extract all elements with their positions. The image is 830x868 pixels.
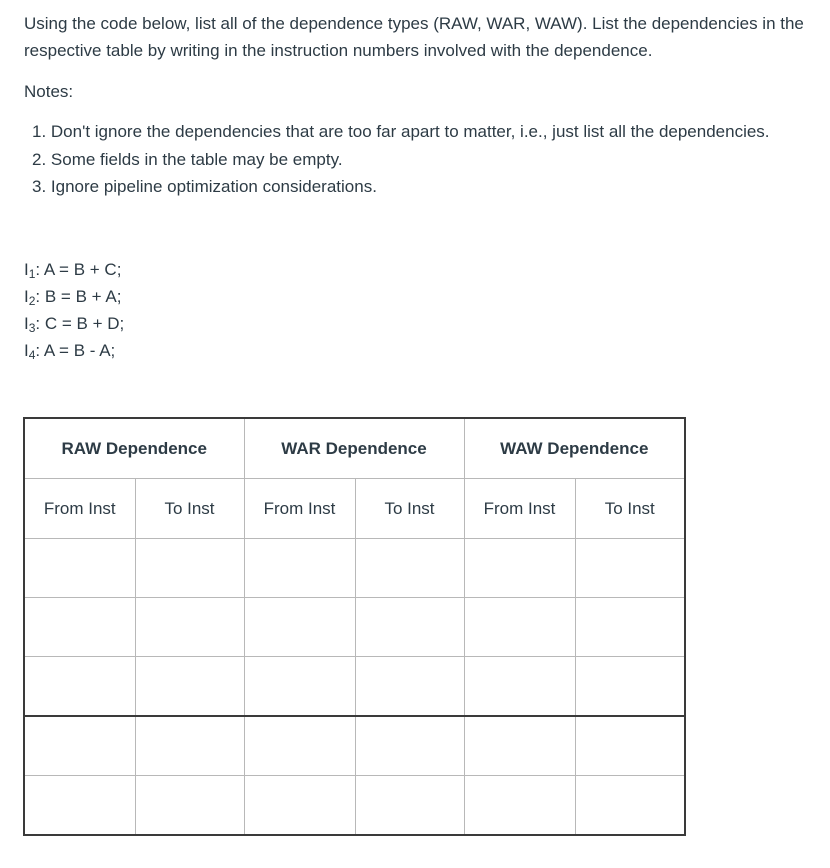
table-cell bbox=[575, 539, 685, 598]
table-row bbox=[24, 598, 685, 657]
table-row bbox=[24, 539, 685, 598]
table-cell bbox=[24, 598, 135, 657]
table-cell bbox=[355, 598, 464, 657]
inst-number: 3 bbox=[28, 321, 36, 335]
note-item: 2. Some fields in the table may be empty. bbox=[32, 149, 343, 169]
table-cell bbox=[244, 657, 355, 717]
table-row bbox=[24, 716, 685, 776]
group-header-row bbox=[24, 418, 685, 479]
raw-to-inst-header: To Inst bbox=[135, 479, 244, 539]
code-line-2 bbox=[24, 283, 124, 310]
raw-from-inst-header: From Inst bbox=[24, 479, 135, 539]
inst-prefix: I bbox=[24, 260, 29, 279]
table-cell bbox=[24, 776, 135, 836]
raw-dependence-header: RAW Dependence bbox=[24, 418, 244, 479]
table-cell bbox=[464, 716, 575, 776]
table-cell bbox=[575, 657, 685, 717]
inst-number: 1 bbox=[28, 267, 36, 281]
table-cell bbox=[464, 539, 575, 598]
table-cell bbox=[244, 539, 355, 598]
table-cell bbox=[355, 539, 464, 598]
table-row bbox=[24, 657, 685, 717]
table-cell bbox=[355, 657, 464, 717]
inst-body: : A = B + C; bbox=[35, 260, 122, 279]
note-item: 1. Don't ignore the dependencies that are too far apart to matter, i.e., just list all the dependencies. bbox=[32, 122, 770, 141]
table-row bbox=[24, 776, 685, 836]
table-cell bbox=[24, 716, 135, 776]
table-cell bbox=[244, 598, 355, 657]
table-cell bbox=[135, 716, 244, 776]
war-from-inst-header: From Inst bbox=[244, 479, 355, 539]
waw-to-inst-header: To Inst bbox=[575, 479, 685, 539]
table-cell bbox=[464, 776, 575, 836]
war-to-inst-header: To Inst bbox=[355, 479, 464, 539]
table-cell bbox=[355, 776, 464, 836]
code-line-4 bbox=[24, 337, 124, 364]
inst-body: : A = B - A; bbox=[35, 341, 116, 360]
sub-header-row bbox=[24, 479, 685, 539]
inst-number: 4 bbox=[28, 348, 36, 362]
waw-dependence-header: WAW Dependence bbox=[464, 418, 685, 479]
inst-body: : B = B + A; bbox=[35, 287, 122, 306]
table-cell bbox=[575, 776, 685, 836]
inst-prefix: I bbox=[24, 287, 29, 306]
inst-number: 2 bbox=[28, 294, 36, 308]
code-line-1 bbox=[24, 256, 124, 283]
inst-prefix: I bbox=[24, 341, 29, 360]
table-cell bbox=[135, 657, 244, 717]
code-line-3 bbox=[24, 310, 124, 337]
table-cell bbox=[135, 539, 244, 598]
table-cell bbox=[464, 598, 575, 657]
inst-prefix: I bbox=[24, 314, 29, 333]
notes-label: Notes: bbox=[24, 82, 74, 101]
table-cell bbox=[244, 716, 355, 776]
table-cell bbox=[135, 776, 244, 836]
war-dependence-header: WAR Dependence bbox=[244, 418, 464, 479]
table-cell bbox=[135, 598, 244, 657]
note-item: 3. Ignore pipeline optimization considerations. bbox=[32, 177, 377, 196]
notes-list bbox=[32, 118, 770, 201]
table-cell bbox=[355, 716, 464, 776]
table-cell bbox=[24, 539, 135, 598]
table-cell bbox=[24, 657, 135, 717]
table-cell bbox=[575, 716, 685, 776]
dependence-table bbox=[23, 417, 686, 836]
code-listing bbox=[24, 256, 124, 364]
waw-from-inst-header: From Inst bbox=[464, 479, 575, 539]
instructions-text: Using the code below, list all of the dependence types (RAW, WAR, WAW). List the dependencies in the respective table by writing in the instruction numbers involved with the dependence. bbox=[24, 14, 804, 60]
table-cell bbox=[575, 598, 685, 657]
table-cell bbox=[244, 776, 355, 836]
table-cell bbox=[464, 657, 575, 717]
inst-body: : C = B + D; bbox=[35, 314, 125, 333]
